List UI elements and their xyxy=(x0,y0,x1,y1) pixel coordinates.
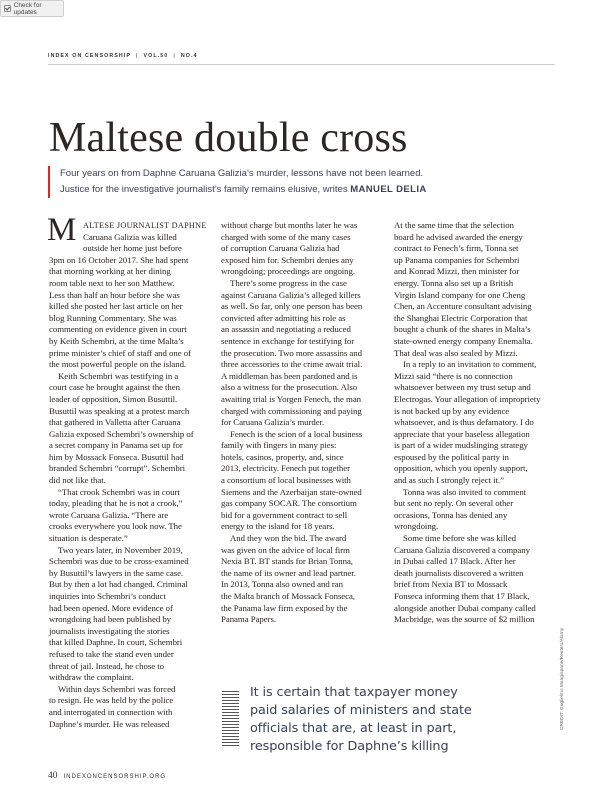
body-text-line: family with fingers in many pies: xyxy=(221,440,337,451)
body-text-line: a secret company in Panama set up for xyxy=(49,440,183,451)
body-text-line: “That crook Schembri was in court xyxy=(58,486,180,497)
pull-quote-line: It is certain that taxpayer money xyxy=(250,685,458,700)
body-text-line: wrote Caruana Galizia. “There are xyxy=(49,509,169,520)
body-text-line: a consortium of local businesses with xyxy=(221,475,351,486)
body-text-line: commenting on evidence given in court xyxy=(49,324,187,335)
pullquote-rule-icon xyxy=(222,691,239,747)
body-text-line: is part of a wider mudslinging strategy xyxy=(394,440,528,451)
body-text-line: hotels, casinos, property, and, since xyxy=(221,451,344,462)
author-name: MANUEL DELIA xyxy=(350,184,427,195)
body-text-line: bought a chunk of the shares in Malta’s xyxy=(394,324,531,335)
body-text-line: the Panama law firm exposed by the xyxy=(221,602,348,613)
body-text-line: branded Schembri “corrupt”. Schembri xyxy=(49,463,185,474)
body-text-line: Less than half an hour before she was xyxy=(49,289,180,300)
body-text-line: the Malta branch of Mossack Fonseca, xyxy=(221,591,356,601)
body-text-line: crooks everywhere you look now. The xyxy=(49,521,182,532)
header-number: NO.4 xyxy=(180,53,198,59)
body-text-line: charged with some of the many cases xyxy=(221,231,351,242)
body-text-line: is not backed up by any evidence xyxy=(394,405,510,416)
check-icon xyxy=(4,5,11,12)
body-text-line: Fenech is the scion of a local business xyxy=(230,428,363,439)
body-text-line: Nexia BT. BT stands for Brian Tonna, xyxy=(221,556,353,567)
body-text-line: and interrogated in connection with xyxy=(49,706,173,717)
body-text-line: leader of opposition, Simon Busuttil. xyxy=(49,393,178,404)
body-text-line: contract to Fenech’s firm, Tonna set xyxy=(394,243,519,254)
body-text-line: that morning working at her dining xyxy=(49,266,171,277)
body-text-line: exposed him for. Schembri denies any xyxy=(221,254,354,265)
body-text-line: as well. So far, only one person has been xyxy=(221,301,363,312)
standfirst xyxy=(48,166,570,198)
body-text-line: That deal was also sealed by Mizzi. xyxy=(394,347,518,358)
body-text-line: inquiries into Schembri’s conduct xyxy=(49,591,166,601)
body-text-line: of corruption Caruana Galizia had xyxy=(221,243,340,254)
body-text-line: whatsoever between my trust setup and xyxy=(394,382,531,393)
body-text-line: the prosecution. Two more assassins and xyxy=(221,347,362,358)
header-separator: | xyxy=(173,53,176,59)
header-section: INDEX ON CENSORSHIP xyxy=(48,53,132,59)
body-text-line: also a witness for the prosecution. Also xyxy=(221,382,358,393)
body-text-line: brief from Nexia BT to Mossack xyxy=(394,579,508,590)
body-text-line: Galizia exposed Schembri’s ownership of xyxy=(49,428,194,439)
header-rule xyxy=(48,64,555,65)
body-text-line: by Keith Schembri, at the time Malta’s xyxy=(49,335,184,346)
body-text-line: Chen, an Accenture consultant advising xyxy=(394,301,532,312)
body-text-line: Tonna was also invited to comment xyxy=(403,486,527,497)
body-text-line: death journalists discovered a written xyxy=(394,567,524,578)
body-text-line: and as such I strongly reject it.” xyxy=(394,475,504,486)
body-text-line: In 2013, Tonna also owned and ran xyxy=(221,579,343,590)
body-text-line: awaiting trial is Yorgen Fenech, the man xyxy=(221,393,362,404)
body-text-line: that killed Daphne. In court, Schembri xyxy=(49,637,183,648)
body-text-line: wrongdoing had been published by xyxy=(49,614,172,625)
footer-url[interactable]: INDEXONCENSORSHIP.ORG xyxy=(63,774,167,780)
body-text-line: appreciate that your baseless allegation xyxy=(394,428,530,439)
body-text-line: alongside another Dubai company called xyxy=(394,602,536,613)
body-text-line: to resign. He was held by the police xyxy=(49,695,174,706)
body-text-line: Panama Papers. xyxy=(221,614,276,625)
body-text-line: killed she posted her last article on her xyxy=(49,301,183,312)
body-text-line: three accessories to the crime await trial. xyxy=(221,359,363,370)
body-text-line: wrongdoing. xyxy=(394,521,439,532)
body-text-line: prime minister’s chief of staff and one of xyxy=(49,347,191,358)
body-text-line: Siemens and the Azerbaijan state-owned xyxy=(221,486,362,497)
standfirst-line: Four years on from Daphne Caruana Galizia’s murder, lessons have not been learned. xyxy=(60,168,424,179)
body-text-line: A middleman has been pardoned and is xyxy=(221,370,358,381)
body-text-line: energy to the island for 18 years. xyxy=(221,521,335,532)
body-text-line: charged with commissioning and paying xyxy=(221,405,362,416)
body-text-line: against Caruana Galizia’s alleged killers xyxy=(221,289,361,300)
body-text-line: wrongdoing; proceedings are ongoing. xyxy=(221,266,356,277)
body-text-line: journalists investigating the stories xyxy=(49,625,170,636)
body-text-line: court case he brought against the then xyxy=(49,382,180,393)
body-text-line: the Shanghai Electric Corporation that xyxy=(394,312,528,323)
body-text-line: sentence in exchange for testifying for xyxy=(221,335,355,346)
body-text-line: Within days Schembri was forced xyxy=(58,683,176,694)
body-text-line: whatsoever, and is thus defamatory. I do xyxy=(394,417,534,428)
body-text-line: refused to take the stand even under xyxy=(49,648,174,659)
body-text-line: 2013, electricity. Fenech put together xyxy=(221,463,350,474)
body-text-line: Keith Schembri was testifying in a xyxy=(58,370,179,381)
header-volume: VOL.50 xyxy=(143,53,169,59)
body-text-line: Mizzi said “there is no connection xyxy=(394,370,513,381)
body-text-line: 3pm on 16 October 2017. She had spent xyxy=(49,254,189,265)
pull-quote-line: responsible for Daphne’s killing xyxy=(250,739,449,754)
body-text-line: situation is desperate.” xyxy=(49,533,128,544)
body-text-line: ALTESE JOURNALIST DAPHNE xyxy=(83,221,207,230)
pull-quote-line: paid salaries of ministers and state xyxy=(250,703,472,718)
body-text-line: Macbridge, was the source of $2 million xyxy=(394,614,535,625)
body-text-line: but sent no reply. On several other xyxy=(394,498,514,509)
photo-credit: CREDIT: Guglielmo Mangiapane/Reuters/Alamy xyxy=(560,627,565,730)
body-text-line: board he advised awarded the energy xyxy=(394,231,523,242)
body-text-line: and Konrad Mizzi, then minister for xyxy=(394,266,520,277)
body-text-line: for Caruana Galizia’s murder. xyxy=(221,417,325,428)
article-title: Maltese double cross xyxy=(49,115,408,161)
body-text-line: Caruana Galizia discovered a company xyxy=(394,544,530,555)
body-column-2 xyxy=(221,220,362,626)
body-text-line: the most powerful people on the island. xyxy=(49,359,187,370)
body-text-line: Daphne’s murder. He was released xyxy=(49,718,170,729)
body-text-line: bid for a government contract to sell xyxy=(221,509,348,520)
body-text-line: Caruana Galizia was killed xyxy=(83,231,177,242)
body-text-line: Fonseca informing them that 17 Black, xyxy=(394,591,530,601)
body-text-line: Some time before she was killed xyxy=(403,533,517,544)
body-text-line: There’s some progress in the case xyxy=(230,277,347,288)
body-text-line: today, pleading that he is not a crook,” xyxy=(49,498,183,509)
body-text-line: convicted after admitting his role as xyxy=(221,312,346,323)
body-text-line: did not like that. xyxy=(49,475,106,486)
body-text-line: Electrogas. Your allegation of impropriety xyxy=(394,393,541,404)
body-text-line: But by then a lot had changed. Criminal xyxy=(49,579,188,590)
body-text-line: occasions, Tonna has denied any xyxy=(394,509,508,520)
body-text-line: had been opened. More evidence of xyxy=(49,602,173,613)
body-text-line: without charge but months later he was xyxy=(221,220,358,230)
body-text-line: him by Mossack Fonseca. Busuttil had xyxy=(49,451,184,462)
body-text-line: was given on the advice of local firm xyxy=(221,544,350,555)
body-text-line: in Dubai called 17 Black. After her xyxy=(394,556,516,567)
body-text-line: In a reply to an invitation to comment, xyxy=(403,359,537,370)
body-text-line: up Panama companies for Schembri xyxy=(394,254,520,265)
body-text-line: withdraw the complaint. xyxy=(49,672,134,683)
body-text-line: opposition, which you openly support, xyxy=(394,463,528,474)
body-text-line: state-owned energy company Enemalta. xyxy=(394,335,533,346)
body-text-line: threat of jail. Instead, he chose to xyxy=(49,660,164,671)
body-text-line: Two years later, in November 2019, xyxy=(58,544,183,555)
body-text-line: an assassin and negotiating a reduced xyxy=(221,324,351,335)
body-text-line: espoused by the political party in xyxy=(394,451,509,462)
header-separator: | xyxy=(136,53,139,59)
body-text-line: Schembri was due to be cross-examined xyxy=(49,556,189,567)
body-text-line: gas company SOCAR. The consortium xyxy=(221,498,357,509)
body-text-line: energy. Tonna also set up a British xyxy=(394,277,514,288)
body-text-line: blog Running Commentary. She was xyxy=(49,312,177,323)
page-number: 40 xyxy=(48,771,58,781)
body-text-line: the name of its owner and lead partner. xyxy=(221,567,356,578)
body-text-line: At the same time that the selection xyxy=(394,220,514,230)
body-text-line: room table next to her son Matthew. xyxy=(49,277,175,288)
check-for-updates-label: Check for updates xyxy=(13,1,42,16)
standfirst-line xyxy=(60,182,570,198)
body-text-line: outside her home just before xyxy=(83,243,182,254)
body-text-line: by Busuttil’s lawyers in the same case. xyxy=(49,567,184,578)
body-text-line: And they won the bid. The award xyxy=(230,533,347,544)
standfirst-text: Justice for the investigative journalist’s family remains elusive, writes xyxy=(60,184,351,195)
drop-cap: M xyxy=(47,212,77,248)
body-column-3 xyxy=(394,220,540,626)
pull-quote xyxy=(250,684,530,756)
body-text-line: that gathered in Valletta after Caruana xyxy=(49,417,181,428)
body-column-1 xyxy=(49,220,207,730)
body-text-line: Virgin Island company for one Cheng xyxy=(394,289,526,300)
body-text-line: Busuttil was speaking at a protest march xyxy=(49,405,190,416)
check-for-updates-button[interactable] xyxy=(0,0,64,17)
running-header xyxy=(48,53,198,59)
pull-quote-line: officials that are, at least in part, xyxy=(250,721,457,736)
page-footer xyxy=(48,771,166,781)
